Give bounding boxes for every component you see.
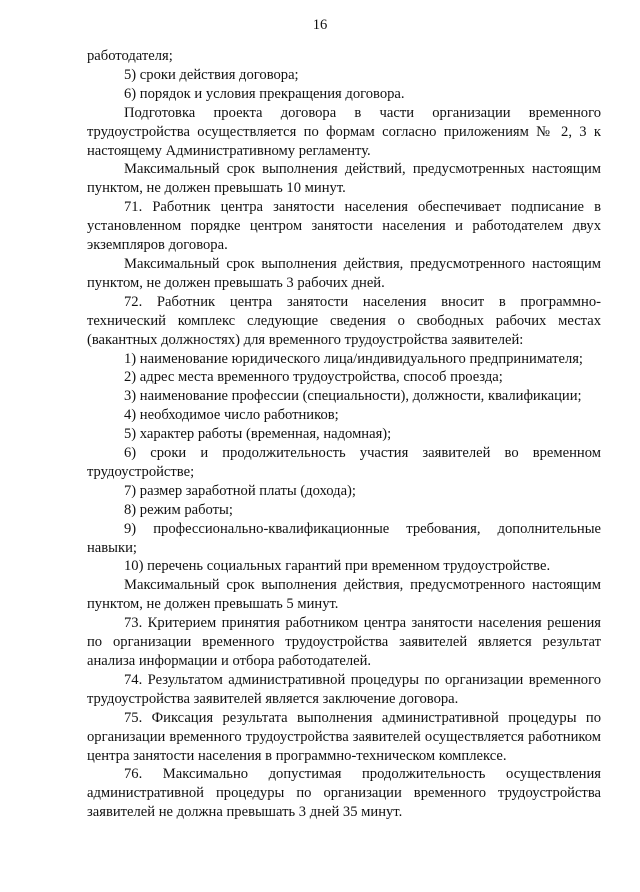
paragraph: 72. Работник центра занятости населения вносит в программно-технический комплекс следующие сведения о свободных рабочих местах (вакантных должностях) для временного трудоустройства заявителей:: [87, 293, 601, 348]
paragraph: Максимальный срок выполнения действия, предусмотренного настоящим пунктом, не должен превышать 3 рабочих дней.: [87, 255, 601, 291]
paragraph: 8) режим работы;: [124, 501, 233, 518]
paragraph: Максимальный срок выполнения действий, предусмотренных настоящим пунктом, не должен превышать 10 минут.: [87, 161, 601, 197]
paragraph: работодателя;: [87, 48, 173, 64]
document-body: [87, 47, 601, 822]
paragraph: 5) сроки действия договора;: [124, 66, 299, 83]
paragraph: 10) перечень социальных гарантий при временном трудоустройстве.: [124, 558, 551, 575]
paragraph: 9) профессионально-квалификационные требования, дополнительные навыки;: [87, 520, 601, 556]
paragraph: 3) наименование профессии (специальности), должности, квалификации;: [124, 388, 582, 405]
paragraph: 4) необходимое число работников;: [124, 407, 339, 424]
paragraph: 74. Результатом административной процедуры по организации временного трудоустройства заявителей является заключение договора.: [87, 671, 601, 707]
paragraph: 5) характер работы (временная, надомная);: [124, 426, 392, 443]
paragraph: 2) адрес места временного трудоустройства, способ проезда;: [124, 369, 503, 386]
paragraph: Максимальный срок выполнения действия, предусмотренного настоящим пунктом, не должен превышать 5 минут.: [87, 577, 601, 613]
paragraph: 7) размер заработной платы (дохода);: [124, 482, 356, 499]
paragraph: Подготовка проекта договора в части организации временного трудоустройства осуществляется по формам согласно приложениям № 2, 3 к настоящему Административному регламенту.: [87, 104, 601, 159]
paragraph: 71. Работник центра занятости населения обеспечивает подписание в установленном порядке центром занятости населения и работодателем двух экземпляров договора.: [87, 199, 601, 254]
paragraph: 6) порядок и условия прекращения договора.: [124, 85, 405, 102]
paragraph: 73. Критерием принятия работником центра занятости населения решения по организации временного трудоустройства заявителей является результат анализа информации и отбора работодателей.: [87, 615, 601, 669]
paragraph: 75. Фиксация результата выполнения административной процедуры по организации временного трудоустройства заявителей осуществляется работником центра занятости населения в программно-техническом комплексе.: [87, 709, 601, 764]
page-number: 16: [312, 17, 328, 33]
paragraph: 1) наименование юридического лица/индивидуального предпринимателя;: [124, 350, 583, 367]
paragraph: 76. Максимально допустимая продолжительность осуществления административной процедуры по организации временного трудоустройства заявителей не должна превышать 3 дней 35 минут.: [87, 766, 601, 821]
paragraph: 6) сроки и продолжительность участия заявителей во временном трудоустройстве;: [87, 445, 601, 480]
